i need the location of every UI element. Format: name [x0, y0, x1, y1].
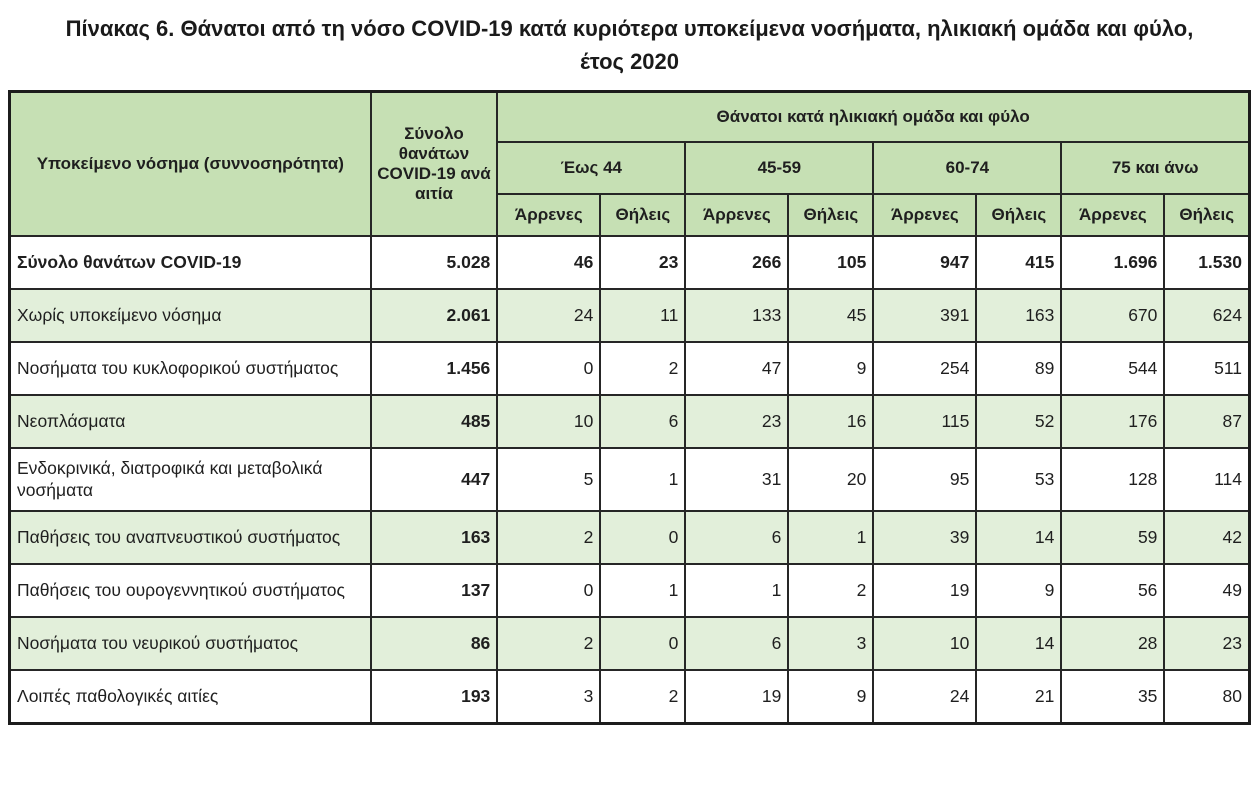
total-deaths-cell: 193 [371, 670, 498, 723]
value-cell: 80 [1164, 670, 1249, 723]
age-group-header-up-to-44: Έως 44 [497, 142, 685, 194]
value-cell: 947 [873, 236, 976, 289]
value-cell: 1 [600, 448, 685, 512]
value-cell: 1.696 [1061, 236, 1164, 289]
value-cell: 0 [497, 342, 600, 395]
value-cell: 14 [976, 617, 1061, 670]
column-header-disease: Υποκείμενο νόσημα (συννοσηρότητα) [10, 92, 371, 236]
value-cell: 3 [788, 617, 873, 670]
value-cell: 24 [873, 670, 976, 723]
value-cell: 0 [497, 564, 600, 617]
disease-cell: Παθήσεις του ουρογεννητικού συστήματος [10, 564, 371, 617]
table-row [10, 289, 1250, 342]
value-cell: 10 [497, 395, 600, 448]
value-cell: 52 [976, 395, 1061, 448]
sex-header-males: Άρρενες [685, 194, 788, 236]
value-cell: 9 [976, 564, 1061, 617]
total-deaths-cell: 5.028 [371, 236, 498, 289]
disease-cell: Ενδοκρινικά, διατροφικά και μεταβολικά νοσήματα [10, 448, 371, 512]
value-cell: 163 [976, 289, 1061, 342]
value-cell: 47 [685, 342, 788, 395]
sex-header-females: Θήλεις [788, 194, 873, 236]
total-deaths-cell: 485 [371, 395, 498, 448]
value-cell: 6 [685, 511, 788, 564]
value-cell: 2 [600, 670, 685, 723]
value-cell: 89 [976, 342, 1061, 395]
sex-header-males: Άρρενες [1061, 194, 1164, 236]
value-cell: 176 [1061, 395, 1164, 448]
covid-deaths-table [8, 90, 1251, 725]
sex-header-females: Θήλεις [600, 194, 685, 236]
value-cell: 49 [1164, 564, 1249, 617]
disease-cell: Χωρίς υποκείμενο νόσημα [10, 289, 371, 342]
value-cell: 42 [1164, 511, 1249, 564]
table-body [10, 236, 1250, 724]
value-cell: 254 [873, 342, 976, 395]
value-cell: 624 [1164, 289, 1249, 342]
table-row [10, 564, 1250, 617]
value-cell: 266 [685, 236, 788, 289]
value-cell: 19 [873, 564, 976, 617]
value-cell: 24 [497, 289, 600, 342]
value-cell: 511 [1164, 342, 1249, 395]
disease-cell: Νοσήματα του κυκλοφορικού συστήματος [10, 342, 371, 395]
sex-header-males: Άρρενες [873, 194, 976, 236]
value-cell: 115 [873, 395, 976, 448]
value-cell: 56 [1061, 564, 1164, 617]
total-deaths-cell: 1.456 [371, 342, 498, 395]
value-cell: 391 [873, 289, 976, 342]
value-cell: 16 [788, 395, 873, 448]
value-cell: 1.530 [1164, 236, 1249, 289]
value-cell: 95 [873, 448, 976, 512]
total-deaths-cell: 163 [371, 511, 498, 564]
value-cell: 415 [976, 236, 1061, 289]
value-cell: 31 [685, 448, 788, 512]
value-cell: 9 [788, 342, 873, 395]
value-cell: 2 [497, 511, 600, 564]
value-cell: 1 [600, 564, 685, 617]
value-cell: 133 [685, 289, 788, 342]
table-row [10, 511, 1250, 564]
value-cell: 23 [1164, 617, 1249, 670]
value-cell: 59 [1061, 511, 1164, 564]
value-cell: 46 [497, 236, 600, 289]
value-cell: 5 [497, 448, 600, 512]
disease-cell: Σύνολο θανάτων COVID-19 [10, 236, 371, 289]
page-title: Πίνακας 6. Θάνατοι από τη νόσο COVID-19 κατά κυριότερα υποκείμενα νοσήματα, ηλικιακή ομάδα και φύλο, έτος 2020 [65, 16, 1194, 74]
disease-cell: Παθήσεις του αναπνευστικού συστήματος [10, 511, 371, 564]
value-cell: 23 [600, 236, 685, 289]
value-cell: 87 [1164, 395, 1249, 448]
age-group-header-75-plus: 75 και άνω [1061, 142, 1249, 194]
disease-cell: Λοιπές παθολογικές αιτίες [10, 670, 371, 723]
disease-cell: Νεοπλάσματα [10, 395, 371, 448]
value-cell: 544 [1061, 342, 1164, 395]
value-cell: 105 [788, 236, 873, 289]
table-row [10, 448, 1250, 512]
column-group-header-age-sex: Θάνατοι κατά ηλικιακή ομάδα και φύλο [497, 92, 1249, 142]
value-cell: 21 [976, 670, 1061, 723]
total-deaths-cell: 2.061 [371, 289, 498, 342]
disease-cell: Νοσήματα του νευρικού συστήματος [10, 617, 371, 670]
value-cell: 2 [600, 342, 685, 395]
value-cell: 10 [873, 617, 976, 670]
value-cell: 670 [1061, 289, 1164, 342]
value-cell: 114 [1164, 448, 1249, 512]
table-row [10, 395, 1250, 448]
value-cell: 1 [685, 564, 788, 617]
value-cell: 128 [1061, 448, 1164, 512]
value-cell: 6 [600, 395, 685, 448]
age-group-header-60-74: 60-74 [873, 142, 1061, 194]
table-row [10, 670, 1250, 723]
value-cell: 2 [497, 617, 600, 670]
value-cell: 11 [600, 289, 685, 342]
sex-header-females: Θήλεις [1164, 194, 1249, 236]
value-cell: 28 [1061, 617, 1164, 670]
value-cell: 9 [788, 670, 873, 723]
value-cell: 3 [497, 670, 600, 723]
value-cell: 45 [788, 289, 873, 342]
total-deaths-cell: 86 [371, 617, 498, 670]
value-cell: 39 [873, 511, 976, 564]
value-cell: 0 [600, 511, 685, 564]
value-cell: 53 [976, 448, 1061, 512]
column-header-total-deaths: Σύνολο θανάτων COVID-19 ανά αιτία [371, 92, 498, 236]
value-cell: 23 [685, 395, 788, 448]
value-cell: 0 [600, 617, 685, 670]
value-cell: 35 [1061, 670, 1164, 723]
table-row [10, 236, 1250, 289]
table-row [10, 617, 1250, 670]
table-header [10, 92, 1250, 236]
value-cell: 1 [788, 511, 873, 564]
value-cell: 19 [685, 670, 788, 723]
sex-header-females: Θήλεις [976, 194, 1061, 236]
value-cell: 20 [788, 448, 873, 512]
sex-header-males: Άρρενες [497, 194, 600, 236]
value-cell: 6 [685, 617, 788, 670]
table-row [10, 342, 1250, 395]
value-cell: 2 [788, 564, 873, 617]
total-deaths-cell: 137 [371, 564, 498, 617]
age-group-header-45-59: 45-59 [685, 142, 873, 194]
value-cell: 14 [976, 511, 1061, 564]
total-deaths-cell: 447 [371, 448, 498, 512]
